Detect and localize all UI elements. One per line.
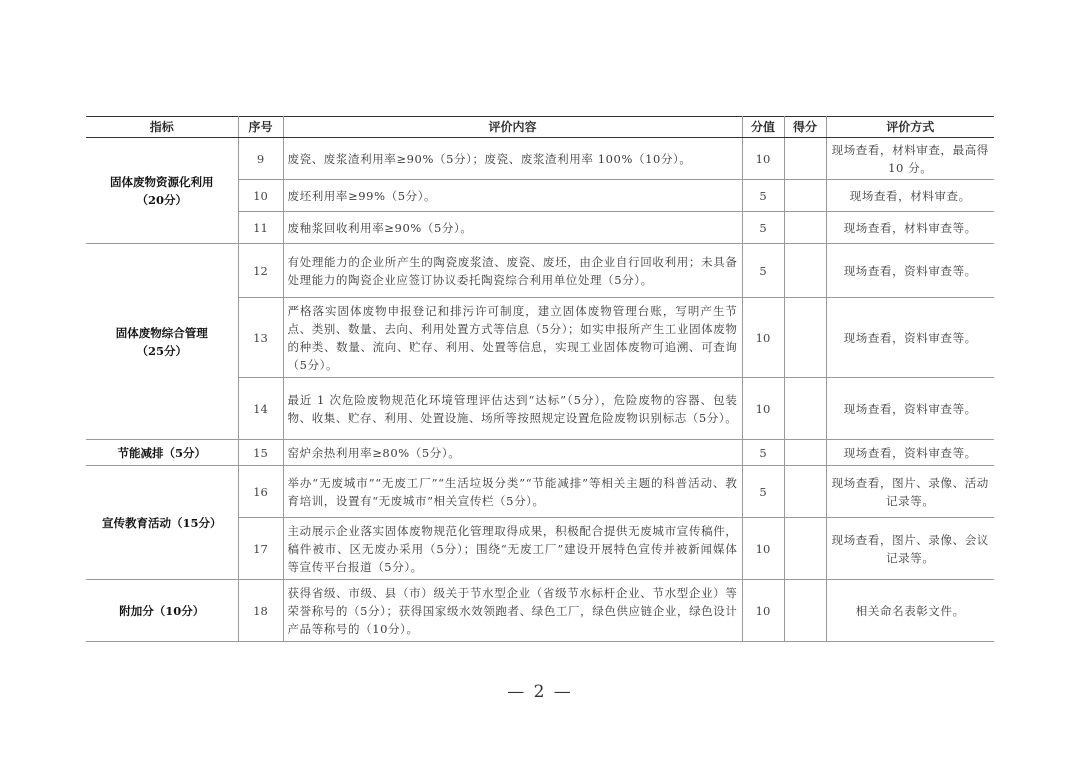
seq-cell: 16 [238, 466, 283, 518]
score-cell: 10 [742, 518, 784, 580]
content-cell: 主动展示企业落实固体废物规范化管理取得成果，积极配合提供无废城市宣传稿件，稿件被市、区无废办采用（5分）；围绕“无废工厂”建设开展特色宣传并被新闻媒体等宣传平台报道（5分）。 [283, 518, 742, 580]
obtained-cell[interactable] [784, 212, 826, 244]
content-cell: 废釉浆回收利用率≥90%（5分）。 [283, 212, 742, 244]
score-cell: 10 [742, 298, 784, 378]
table-row [86, 580, 994, 642]
category-label: 固体废物资源化利用 [110, 174, 214, 189]
score-cell: 5 [742, 244, 784, 298]
category-cell [86, 244, 238, 440]
method-cell: 现场查看，材料审查。 [826, 180, 994, 212]
table-row [86, 440, 994, 466]
header-content: 评价内容 [283, 117, 742, 138]
seq-cell: 14 [238, 378, 283, 440]
obtained-cell[interactable] [784, 580, 826, 642]
header-indicator: 指标 [86, 117, 238, 138]
seq-cell: 15 [238, 440, 283, 466]
header-score: 分值 [742, 117, 784, 138]
category-label: 节能减排（5分） [117, 445, 206, 460]
method-cell: 现场查看，资料审查等。 [826, 244, 994, 298]
category-cell [86, 440, 238, 466]
content-cell: 获得省级、市级、县（市）级关于节水型企业（省级节水标杆企业、节水型企业）等荣誉称号的（5分）；获得国家级水效领跑者、绿色工厂，绿色供应链企业，绿色设计产品等称号的（10分）。 [283, 580, 742, 642]
header-seq: 序号 [238, 117, 283, 138]
score-cell: 10 [742, 138, 784, 180]
score-cell: 10 [742, 580, 784, 642]
table-row [86, 244, 994, 298]
obtained-cell[interactable] [784, 518, 826, 580]
seq-cell: 13 [238, 298, 283, 378]
method-cell: 现场查看，资料审查等。 [826, 440, 994, 466]
category-cell [86, 580, 238, 642]
method-cell: 现场查看，材料审查等。 [826, 212, 994, 244]
method-cell: 现场查看，材料审查，最高得 10 分。 [826, 138, 994, 180]
method-cell: 现场查看，资料审查等。 [826, 298, 994, 378]
method-cell: 现场查看，图片、录像、活动记录等。 [826, 466, 994, 518]
content-cell: 废瓷、废浆渣利用率≥90%（5分）；废瓷、废浆渣利用率 100%（10分）。 [283, 138, 742, 180]
obtained-cell[interactable] [784, 138, 826, 180]
seq-cell: 10 [238, 180, 283, 212]
obtained-cell[interactable] [784, 466, 826, 518]
seq-cell: 11 [238, 212, 283, 244]
category-label: 固体废物综合管理 [115, 325, 208, 340]
content-cell: 窑炉余热利用率≥80%（5分）。 [283, 440, 742, 466]
obtained-cell[interactable] [784, 440, 826, 466]
obtained-cell[interactable] [784, 244, 826, 298]
category-cell [86, 466, 238, 580]
content-cell: 最近 1 次危险废物规范化环境管理评估达到“达标”（5分），危险废物的容器、包装物、收集、贮存、利用、处置设施、场所等按照规定设置危险废物识别标志（5分）。 [283, 378, 742, 440]
method-cell: 相关命名表彰文件。 [826, 580, 994, 642]
table-row [86, 138, 994, 180]
seq-cell: 9 [238, 138, 283, 180]
method-cell: 现场查看，图片、录像、会议记录等。 [826, 518, 994, 580]
obtained-cell[interactable] [784, 180, 826, 212]
content-cell: 严格落实固体废物申报登记和排污许可制度，建立固体废物管理台账，写明产生节点、类别、数量、去向、利用处置方式等信息（5分）；如实申报所产生工业固体废物的种类、数量、流向、贮存、利用、处置等信息，实现工业固体废物可追溯、可查询（5分）。 [283, 298, 742, 378]
seq-cell: 17 [238, 518, 283, 580]
category-label: 宣传教育活动（15分） [101, 515, 222, 530]
evaluation-table [86, 116, 994, 642]
header-obtained: 得分 [784, 117, 826, 138]
content-cell: 举办“无废城市”“无废工厂”“生活垃圾分类”“节能减排”等相关主题的科普活动、教育培训，设置有“无废城市”相关宣传栏（5分）。 [283, 466, 742, 518]
obtained-cell[interactable] [784, 378, 826, 440]
score-cell: 5 [742, 466, 784, 518]
seq-cell: 12 [238, 244, 283, 298]
category-label: 附加分（10分） [119, 603, 205, 618]
method-cell: 现场查看，资料审查等。 [826, 378, 994, 440]
score-cell: 5 [742, 440, 784, 466]
score-cell: 10 [742, 378, 784, 440]
table-row [86, 466, 994, 518]
header-method: 评价方式 [826, 117, 994, 138]
score-cell: 5 [742, 212, 784, 244]
content-cell: 有处理能力的企业所产生的陶瓷废浆渣、废瓷、废坯，由企业自行回收利用；未具备处理能力的陶瓷企业应签订协议委托陶瓷综合利用单位处理（5分）。 [283, 244, 742, 298]
category-points: （20分） [136, 192, 187, 207]
category-cell [86, 138, 238, 244]
seq-cell: 18 [238, 580, 283, 642]
content-cell: 废坯利用率≥99%（5分）。 [283, 180, 742, 212]
category-points: （25分） [136, 343, 187, 358]
score-cell: 5 [742, 180, 784, 212]
table-header-row [86, 117, 994, 138]
obtained-cell[interactable] [784, 298, 826, 378]
page-number: — 2 — [507, 682, 573, 702]
